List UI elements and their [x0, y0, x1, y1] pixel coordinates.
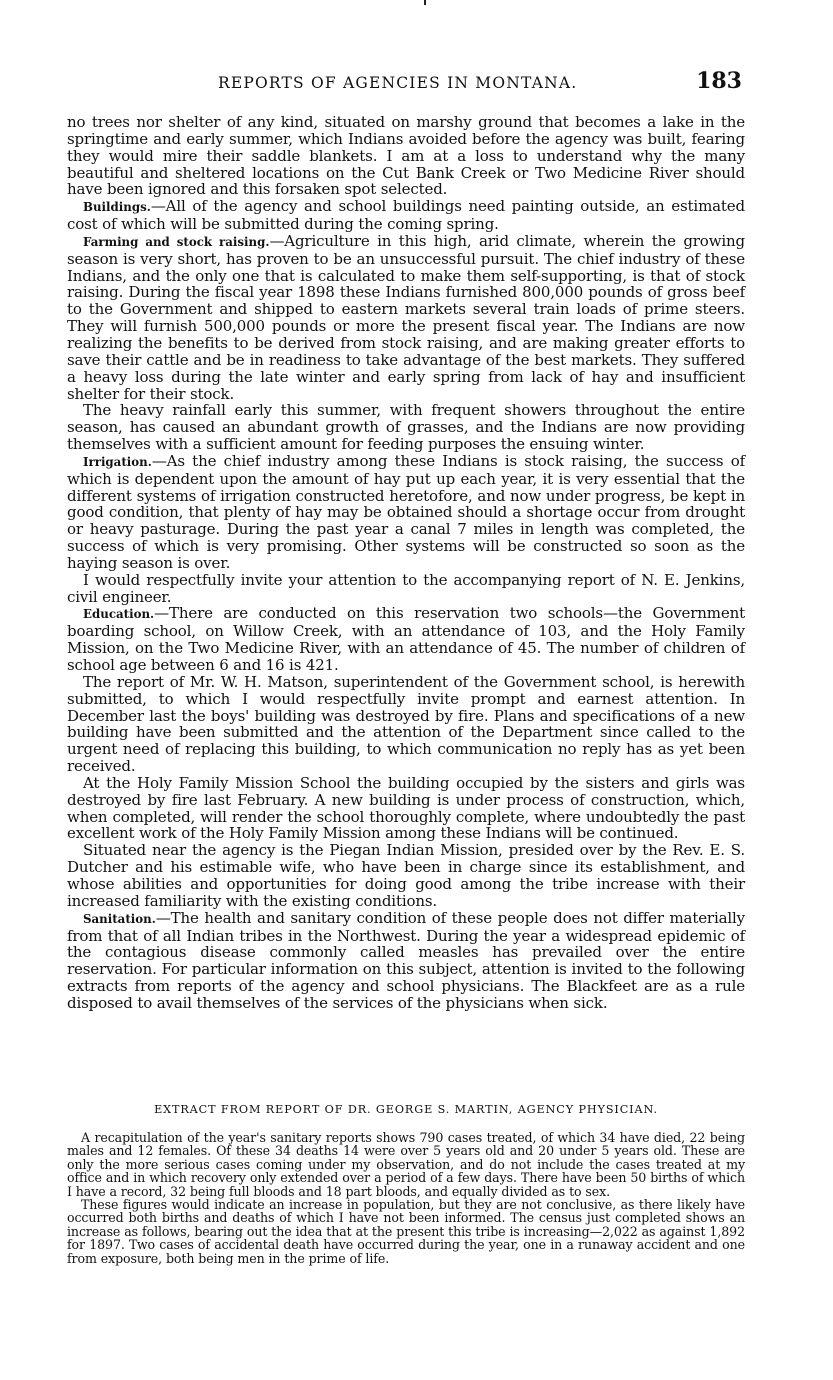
paragraph-text: —Agriculture in this high, arid climate, wherein the growing season is very short, has proven to be an unsuccessful pursuit. The chief industry of these Indians, and the only one that is calculated to make them self-supporting, is that of stock raising. During the fiscal year 1898 these Indians furnished 800,000 pounds of gross beef to the Government and shipped to eastern markets several train loads of prime steers. They will furnish 500,000 pounds or more the present fiscal year. The Indians are now realizing the benefits to be derived from stock raising, and are making greater efforts to save their cattle and be in readiness to take advantage of the best markets. They suffered a heavy loss during the late winter and early spring from lack of hay and insufficient shelter for their stock.	[67, 231, 745, 403]
paragraph-irrigation	[67, 453, 745, 572]
paragraph-text: —All of the agency and school buildings need painting outside, an estimated cost of which will be submitted during the coming spring.	[67, 197, 745, 234]
extract-paragraph: A recapitulation of the year's sanitary reports shows 790 cases treated, of which 34 have died, 22 being males and 12 females. Of these 34 deaths 14 were over 5 years old and 20 under 5 years old. These are only the more serious cases coming under my observation, and do not include the cases treated at my office and in which recovery only extended over a period of a few days. There have been 50 births of which I have a record, 32 being full bloods and 18 part bloods, and equally divided as to sex.	[67, 1130, 745, 1199]
paragraph-text: —There are conducted on this reservation two schools—the Government boarding school, on Willow Creek, with an attendance of 103, and the Holy Family Mission, on the Two Medicine River, with an attendance of 45. The number of children of school age between 6 and 16 is 421.	[67, 604, 745, 674]
side-heading: Sanitation.	[83, 911, 156, 926]
paragraph	[67, 674, 745, 775]
running-title: REPORTS OF AGENCIES IN MONTANA.	[218, 74, 578, 92]
paragraph-farming	[67, 233, 745, 402]
paragraph-text: no trees nor shelter of any kind, situated on marshy ground that becomes a lake in the springtime and early summer, which Indians avoided before the agency was built, fearing they would mire their saddle blankets. I am at a loss to understand why the many beautiful and sheltered locations on the Cut Bank Creek or Two Medicine River should have been ignored and this forsaken spot selected.	[67, 113, 745, 199]
paragraph-text: I would respectfully invite your attention to the accompanying report of N. E. Jenkins, civil engineer.	[67, 570, 745, 606]
paragraph-text: —As the chief industry among these Indians is stock raising, the success of which is dependent upon the amount of hay put up each year, it is very essential that the different systems of irrigation constructed heretofore, and now under progress, be kept in good condition, that plenty of hay may be obtained should a shortage occur from drought or heavy pasturage. During the past year a canal 7 miles in length was completed, the success of which is very promising. Other systems will be constructed so soon as the haying season is over.	[67, 451, 745, 572]
paragraph-text: The heavy rainfall early this summer, with frequent showers throughout the entire season, has caused an abundant growth of grasses, and the Indians are now providing themselves with a sufficient amount for feeding purposes the ensuing winter.	[67, 401, 745, 454]
paragraph-text: Situated near the agency is the Piegan Indian Mission, presided over by the Rev. E. S. Dutcher and his estimable wife, who have been in charge since its establishment, and whose abilities and opportunities for doing good among the tribe increase with their increased familiarity with the existing conditions.	[67, 841, 745, 910]
extract-heading: EXTRACT FROM REPORT OF DR. GEORGE S. MARTIN, AGENCY PHYSICIAN.	[154, 1103, 658, 1116]
page-number: 183	[696, 68, 742, 94]
side-heading: Farming and stock raising.	[83, 234, 270, 249]
paragraph-buildings	[67, 198, 745, 233]
paragraph-education	[67, 605, 745, 673]
page-header	[68, 68, 744, 98]
side-heading: Irrigation.	[83, 454, 152, 469]
paragraph	[67, 842, 745, 909]
paragraph-text: The report of Mr. W. H. Matson, superintendent of the Government school, is herewith submitted, to which I would respectfully invite prompt and earnest attention. In December last the boys' building was destroyed by fire. Plans and specifications of a new building have been submitted and the attention of the Department since called to the urgent need of replacing this building, to which communication no reply has as yet been received.	[67, 672, 745, 776]
extract-text	[67, 1131, 745, 1265]
paragraph	[67, 572, 745, 606]
paragraph	[67, 402, 745, 453]
body-text	[67, 114, 745, 1012]
side-heading: Education.	[83, 607, 155, 622]
paragraph-text: —The health and sanitary condition of these people does not differ materially from that of all Indian tribes in the Northwest. During the year a widespread epidemic of the contagious disease commonly called measles has prevailed over the entire reservation. For particular information on this subject, attention is invited to the following extracts from reports of the agency and school physicians. The Blackfeet are as a rule disposed to avail themselves of the services of the physicians when sick.	[67, 908, 745, 1012]
paragraph	[67, 114, 745, 198]
paragraph-text: At the Holy Family Mission School the building occupied by the sisters and girls was destroyed by fire last February. A new building is under process of construction, which, when completed, will render the school thoroughly complete, where undoubtedly the past excellent work of the Holy Family Mission among these Indians will be continued.	[67, 773, 745, 843]
side-heading: Buildings.	[83, 200, 151, 215]
paragraph	[67, 775, 745, 842]
extract-paragraph: These figures would indicate an increase in population, but they are not conclusive, as there likely have occurred both births and deaths of which I have not been informed. The census just completed shows an increase as follows, bearing out the idea that at the present this tribe is increasing—2,022 as against 1,892 for 1897. Two cases of accidental death have occurred during the year, one in a runaway accident and one from exposure, both being men in the prime of life.	[67, 1197, 745, 1266]
top-edge-mark	[424, 0, 426, 5]
paragraph-sanitation	[67, 910, 745, 1012]
